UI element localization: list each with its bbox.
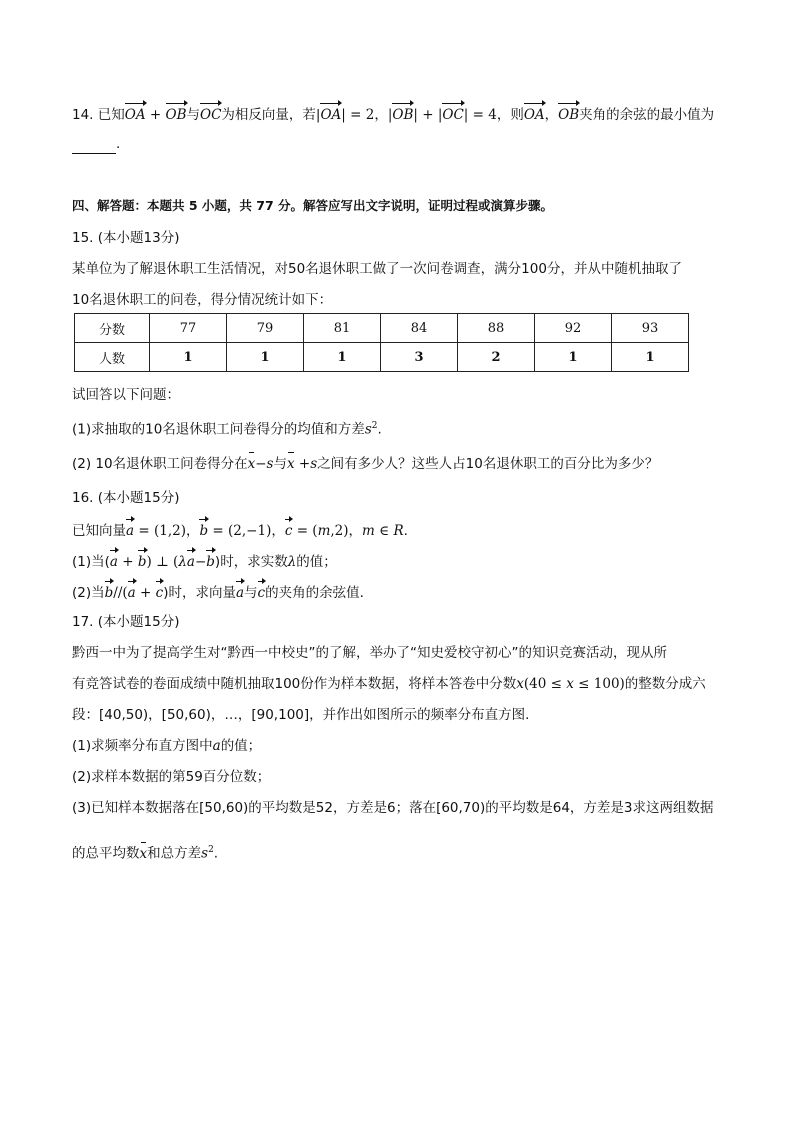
mean-x-bar: x [247,456,256,472]
score-table [74,313,689,372]
q17-part-1: (1)求频率分布直方图中a的值； [72,738,262,754]
q17-intro-3: 段：[40,50)，[50,60)，…，[90,100]，并作出如图所示的频率分布直方图. [72,707,530,723]
table-cell: 81 [304,314,381,343]
table-cell: 1 [612,343,689,372]
vector-oc: OC [442,103,463,125]
vector-a: a [110,550,118,572]
table-cell: 1 [150,343,227,372]
q16-given: 已知向量a = (1,2)，b = (2,−1)，c = (m,2)，m ∈ R. [72,519,408,541]
table-header-cell: 人数 [75,343,150,372]
table-cell: 88 [458,314,535,343]
q17-part-3: (3)已知样本数据落在[50,60)的平均数是52，方差是6；落在[60,70)的平均数是64，方差是3求这两组数据 [72,800,714,816]
table-cell: 92 [535,314,612,343]
q17-part-2: (2)求样本数据的第59百分位数； [72,769,271,785]
vector-oa: OA [125,103,146,125]
table-cell: 2 [458,343,535,372]
table-cell: 1 [304,343,381,372]
q16-part-1: (1)当(a + b) ⊥ (λa−b)时，求实数λ的值； [72,550,337,572]
mean-x-bar: x [286,456,295,472]
q15-part-2: (2) 10名退休职工问卷得分在x−s与x +s之间有多少人？这些人占10名退休职工的百分比为多少？ [72,456,659,472]
vector-ob: OB [392,103,413,125]
table-header-cell: 分数 [75,314,150,343]
table-row-scores [75,314,689,343]
vector-a: a [128,581,136,603]
q17-part-3-cont: 的总平均数x和总方差$s^2$. [72,845,219,862]
q17-header: 17. (本小题15分) [72,614,180,630]
table-cell: 79 [227,314,304,343]
vector-b: b [138,550,147,572]
q15-intro-2: 10名退休职工的问卷，得分情况统计如下： [72,292,333,308]
table-cell: 1 [535,343,612,372]
q14-answer-line: . [72,134,120,154]
q15-intro-1: 某单位为了解退休职工生活情况，对50名退休职工做了一次问卷调查，满分100分，并从中随机抽取了 [72,261,682,277]
table-row-counts [75,343,689,372]
vector-c: c [285,519,293,541]
table-cell: 1 [227,343,304,372]
vector-c: c [156,581,164,603]
mean-x-bar: x [139,845,148,862]
q15-prompt: 试回答以下问题： [72,387,180,403]
vector-b: b [105,581,114,603]
q14-line-1: 14. 已知OA + OB与OC为相反向量，若|OA| = 2，|OB| + |OC| = 4，则OA，OB夹角的余弦的最小值为 [72,103,714,125]
vector-ob: OB [558,103,579,125]
q15-part-1: (1)求抽取的10名退休职工问卷得分的均值和方差$s^2$. [72,421,382,438]
table-cell: 93 [612,314,689,343]
table-cell: 77 [150,314,227,343]
q15-header: 15. (本小题13分) [72,230,180,246]
vector-c: c [258,581,266,603]
vector-oa: OA [524,103,545,125]
vector-oa: OA [320,103,341,125]
q16-header: 16. (本小题15分) [72,490,180,506]
q17-intro-1: 黔西一中为了提高学生对“黔西一中校史”的了解，举办了“知史爱校守初心”的知识竞赛活动，现从所 [72,645,667,661]
section-header: 四、解答题：本题共 5 小题，共 77 分。解答应写出文字说明，证明过程或演算步骤。 [72,198,554,213]
vector-b: b [199,519,208,541]
vector-a: a [126,519,134,541]
q16-part-2: (2)当b//(a + c)时，求向量a与c的夹角的余弦值. [72,581,364,603]
vector-ob: OB [166,103,187,125]
vector-b: b [206,550,215,572]
vector-oc: OC [200,103,221,125]
vector-a: a [236,581,244,603]
answer-blank [72,139,116,154]
vector-a: a [187,550,195,572]
table-cell: 84 [381,314,458,343]
table-cell: 3 [381,343,458,372]
q17-intro-2: 有竞答试卷的卷面成绩中随机抽取100份作为样本数据，将样本答卷中分数x(40 ≤ x ≤ 100)的整数分成六 [72,676,706,692]
